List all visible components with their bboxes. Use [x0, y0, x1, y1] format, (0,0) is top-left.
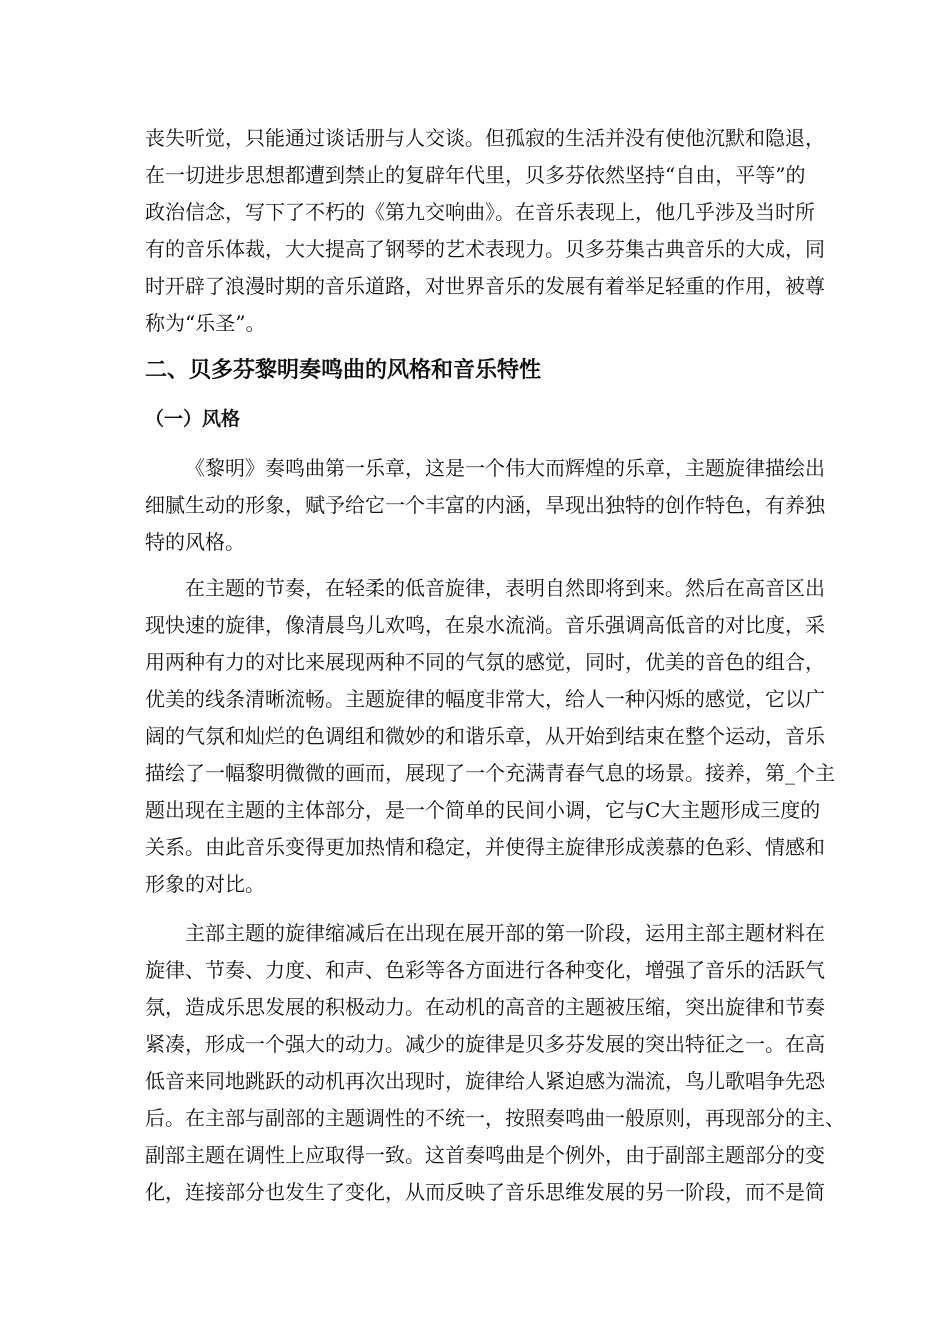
- paragraph-4-line: 旋律、节奏、力度、和声、色彩等各方面进行各种变化，增强了音乐的活跃气: [145, 958, 825, 982]
- paragraph-1-line: 丧失听觉，只能通过谈话册与人交谈。但孤寂的生活并没有使他沉默和隐退，: [145, 126, 825, 150]
- paragraph-2-line: 细腻生动的形象，赋予给它一个丰富的内涵，旱现出独特的创作特色，有养独: [145, 493, 825, 517]
- paragraph-1-line: 有的音乐体裁，大大提高了钢琴的艺术表现力。贝多芬集古典音乐的大成，同: [145, 237, 825, 261]
- paragraph-3-line: 描绘了一幅黎明微微的画而，展现了一个充满青春气息的场景。接养，第_个主: [145, 761, 835, 785]
- paragraph-2-line: 特的风格。: [145, 530, 245, 554]
- paragraph-3-line: 在主题的节奏，在轻柔的低音旋律，表明自然即将到来。然后在高音区出: [185, 576, 825, 600]
- paragraph-2-line: 《黎明》奏鸣曲第一乐章，这是一个伟大而辉煌的乐章，主题旋律描绘出: [185, 456, 825, 480]
- paragraph-1-line: 时开辟了浪漫时期的音乐道路，对世界音乐的发展有着举足轻重的作用，被尊: [145, 274, 825, 298]
- paragraph-1-line: 称为“乐圣”。: [145, 311, 266, 335]
- paragraph-3-line: 阔的气氛和灿烂的色调组和微妙的和谐乐章，从开始到结束在整个运动，音乐: [145, 724, 825, 748]
- paragraph-3-line: 用两种有力的对比来展现两种不同的气氛的感觉，同时，优美的音色的组合，: [145, 650, 825, 674]
- paragraph-3-line: 现快速的旋律，像清晨鸟儿欢鸣，在泉水流淌。音乐强调高低音的对比度，采: [145, 613, 825, 637]
- paragraph-4-line: 后。在主部与副部的主题调性的不统一，按照奏鸣曲一般原则，再现部分的主、: [145, 1106, 845, 1130]
- paragraph-4-line: 副部主题在调性上应取得一致。这首奏鸣曲是个例外，由于副部主题部分的变: [145, 1143, 825, 1167]
- paragraph-4-line: 化，连接部分也发生了变化，从而反映了音乐思维发展的另一阶段，而不是简: [145, 1180, 825, 1204]
- paragraph-4-line: 主部主题的旋律缩减后在出现在展开部的第一阶段，运用主部主题材料在: [185, 921, 825, 945]
- paragraph-3-line: 关系。由此音乐变得更加热情和稳定，并使得主旋律形成羡慕的色彩、情感和: [145, 835, 825, 859]
- paragraph-4-line: 低音来同地跳跃的动机再次出现时，旋律给人紧迫感为湍流，鸟儿歌唱争先恐: [145, 1069, 825, 1093]
- paragraph-3-line: 优美的线条清晰流畅。主题旋律的幅度非常大，给人一种闪烁的感觉，它以广: [145, 687, 825, 711]
- paragraph-4-line: 氛，造成乐思发展的积极动力。在动机的高音的主题被压缩，突出旋律和节奏: [145, 995, 825, 1019]
- subsection-heading: （一）风格: [145, 408, 241, 430]
- paragraph-4-line: 紧凑，形成一个强大的动力。减少的旋律是贝多芬发展的突出特征之一。在高: [145, 1032, 825, 1056]
- paragraph-3-line: 题出现在主题的主体部分，是一个简单的民间小调，它与C大主题形成三度的: [145, 798, 821, 822]
- section-heading: 二、贝多芬黎明奏鸣曲的风格和音乐特性: [145, 358, 542, 383]
- paragraph-1-line: 在一切进步思想都遭到禁止的复辟年代里，贝多芬依然坚持“自由，平等”的: [145, 163, 806, 187]
- paragraph-1-line: 政治信念，写下了不朽的《第九交响曲》。在音乐表现上，他几乎涉及当时所: [145, 200, 815, 224]
- paragraph-3-line: 形象的对比。: [145, 872, 265, 896]
